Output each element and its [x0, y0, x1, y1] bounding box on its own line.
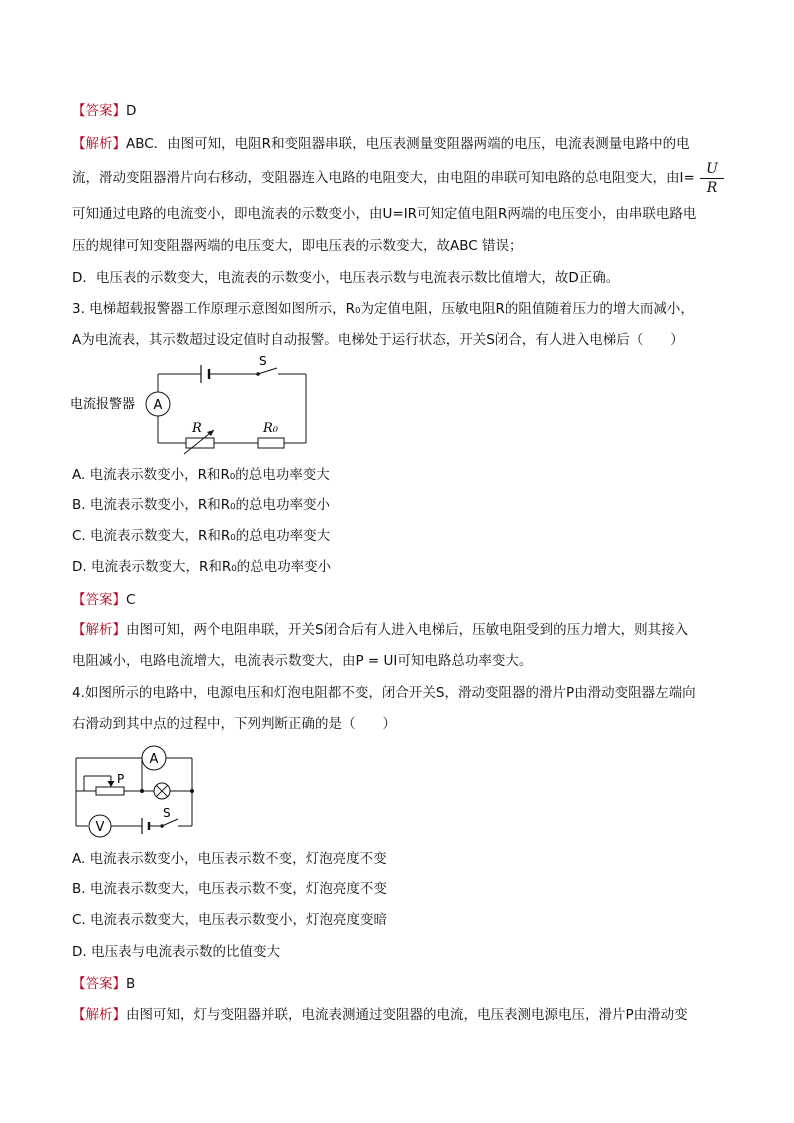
- q3-option-a: A. 电流表示数变小，R和R₀的总电功率变大: [72, 467, 330, 483]
- q3-analysis-line-1: [72, 620, 688, 640]
- slider-label: P: [117, 772, 125, 786]
- rheostat: [96, 787, 124, 795]
- analysis-tag: 【解析】: [72, 136, 126, 152]
- q3-stem-line-1: 3. 电梯超载报警器工作原理示意图如图所示，R₀为定值电阻，压敏电阻R的阻值随着压力的增大而减小，: [72, 301, 694, 317]
- analysis-tag: 【解析】: [72, 622, 126, 638]
- q2-analysis-line-5: D．电压表的示数变大，电流表的示数变小，电压表示数与电流表示数比值增大，故D正确。: [72, 270, 620, 286]
- resistor-r0: [258, 438, 284, 448]
- q4-option-b: B. 电流表示数变大，电压表示数不变，灯泡亮度不变: [72, 881, 387, 897]
- q3-analysis-line-2: 电阻减小，电路电流增大，电流表示数变大，由P = UI可知电路总功率变大。: [72, 653, 533, 669]
- ammeter-label: A: [153, 398, 163, 413]
- q2-analysis-line-1: [72, 134, 690, 154]
- answer-tag: 【答案】: [72, 103, 126, 119]
- q4-answer: [72, 974, 135, 994]
- q2-answer: [72, 101, 136, 121]
- switch-label: S: [163, 806, 171, 820]
- q4-option-a: A. 电流表示数变小，电压表示数不变，灯泡亮度不变: [72, 851, 387, 867]
- ammeter-label: A: [149, 752, 159, 767]
- q4-analysis-line-1: [72, 1005, 688, 1025]
- q4-stem-line-1: 4.如图所示的电路中，电源电压和灯泡电阻都不变，闭合开关S，滑动变阻器的滑片P由滑动变阻器左端向: [72, 685, 696, 701]
- answer-tag: 【答案】: [72, 592, 126, 608]
- switch-blade: [258, 368, 277, 374]
- answer-tag: 【答案】: [72, 976, 126, 992]
- analysis-text: 由图可知，两个电阻串联，开关S闭合后有人进入电梯后，压敏电阻受到的压力增大，则其接入: [126, 622, 689, 638]
- switch-blade: [162, 819, 178, 826]
- q2-analysis-line-2: 流，滑动变阻器滑片向右移动，变阻器连入电路的电阻变大，由电阻的串联可知电路的总电阻变大，由I=: [72, 170, 695, 186]
- q2-analysis-line-4: 压的规律可知变阻器两端的电压变大，即电压表的示数变大，故ABC 错误；: [72, 238, 523, 254]
- answer-value: D: [126, 103, 137, 119]
- q3-option-d: D. 电流表示数变大，R和R₀的总电功率变小: [72, 559, 332, 575]
- formula-fraction: [700, 160, 724, 197]
- q3-option-b: B. 电流表示数变小，R和R₀的总电功率变小: [72, 497, 331, 513]
- q3-option-c: C. 电流表示数变大，R和R₀的总电功率变大: [72, 528, 331, 544]
- q4-circuit-diagram: [70, 742, 200, 838]
- voltmeter-label: V: [95, 820, 105, 835]
- switch-label: S: [259, 354, 267, 368]
- q4-stem-line-2: 右滑动到其中点的过程中，下列判断正确的是（ ）: [72, 716, 396, 732]
- analysis-text: ABC．由图可知，电阻R和变阻器串联，电压表测量变阻器两端的电压，电流表测量电路中的电: [126, 136, 690, 152]
- resistor-r0-label: R₀: [263, 421, 278, 436]
- alarm-label: 电流报警器: [70, 397, 136, 412]
- analysis-text: 由图可知，灯与变阻器并联，电流表测通过变阻器的电流，电压表测电源电压，滑片P由滑动变: [126, 1007, 688, 1023]
- q2-analysis-line-3: 可知通过电路的电流变小，即电流表的示数变小，由U=IR可知定值电阻R两端的电压变小，由串联电路电: [72, 206, 697, 222]
- q3-circuit-diagram: [68, 352, 318, 456]
- varistor-label: R: [192, 421, 202, 436]
- fraction-numerator: U: [700, 160, 724, 179]
- answer-value: B: [126, 976, 136, 992]
- answer-value: C: [126, 592, 136, 608]
- q4-option-c: C. 电流表示数变大，电压表示数变小，灯泡亮度变暗: [72, 912, 388, 928]
- fraction-denominator: R: [706, 180, 718, 196]
- varistor-r: [186, 438, 214, 448]
- q3-answer: [72, 590, 135, 610]
- q4-option-d: D. 电压表与电流表示数的比值变大: [72, 944, 280, 960]
- analysis-tag: 【解析】: [72, 1007, 126, 1023]
- q3-stem-line-2: A为电流表，其示数超过设定值时自动报警。电梯处于运行状态，开关S闭合，有人进入电梯后（ ）: [72, 332, 684, 348]
